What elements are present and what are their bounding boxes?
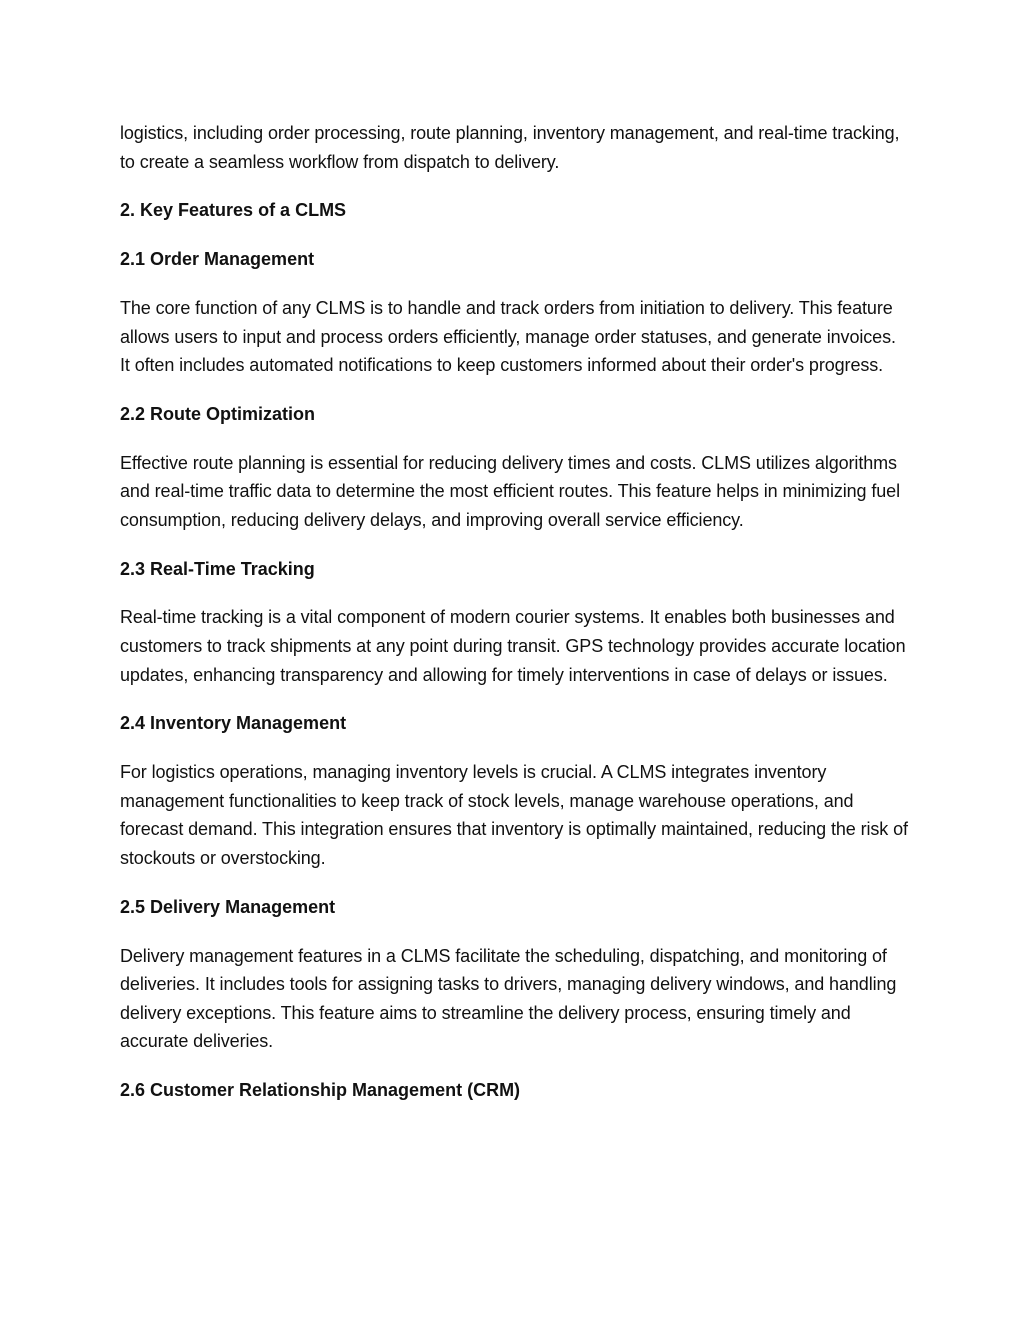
intro-continuation-paragraph: logistics, including order processing, route planning, inventory management, and real-time tracking, to create a seamless workflow from dispatch to delivery. [120,123,900,172]
subsection-body-inventory-management: For logistics operations, managing inventory levels is crucial. A CLMS integrates inventory management functionalities to keep track of stock levels, manage warehouse operations, and forecast demand. This integration ensures that inventory is optimally maintained, reducing the risk of stockouts or overstocking. [120,762,908,868]
document-page [120,119,910,1125]
subsection-body-delivery-management: Delivery management features in a CLMS facilitate the scheduling, dispatching, and monitoring of deliveries. It includes tools for assigning tasks to drivers, managing delivery windows, and handling delivery exceptions. This feature aims to streamline the delivery process, ensuring timely and accurate deliveries. [120,945,897,1052]
subsection-heading-delivery-management: 2.5 Delivery Management [120,896,336,917]
section-heading: 2. Key Features of a CLMS [120,200,347,221]
subsection-heading-real-time-tracking: 2.3 Real-Time Tracking [120,558,315,579]
subsection-heading-order-management: 2.1 Order Management [120,249,315,270]
subsection-heading-inventory-management: 2.4 Inventory Management [120,713,347,734]
subsection-body-order-management: The core function of any CLMS is to handle and track orders from initiation to delivery. This feature allows users to input and process orders efficiently, manage order statuses, and generate invoices. It often includes automated notifications to keep customers informed about their order's progress. [120,297,896,376]
subsection-heading-route-optimization: 2.2 Route Optimization [120,403,316,424]
subsection-body-route-optimization: Effective route planning is essential for reducing delivery times and costs. CLMS utilizes algorithms and real-time traffic data to determine the most efficient routes. This feature helps in minimizing fuel consumption, reducing delivery delays, and improving overall service efficiency. [120,452,900,530]
subsection-heading-crm: 2.6 Customer Relationship Management (CRM) [120,1080,521,1101]
subsection-body-real-time-tracking: Real-time tracking is a vital component of modern courier systems. It enables both businesses and customers to track shipments at any point during transit. GPS technology provides accurate location updates, enhancing transparency and allowing for timely interventions in case of delays or issues. [120,607,906,685]
